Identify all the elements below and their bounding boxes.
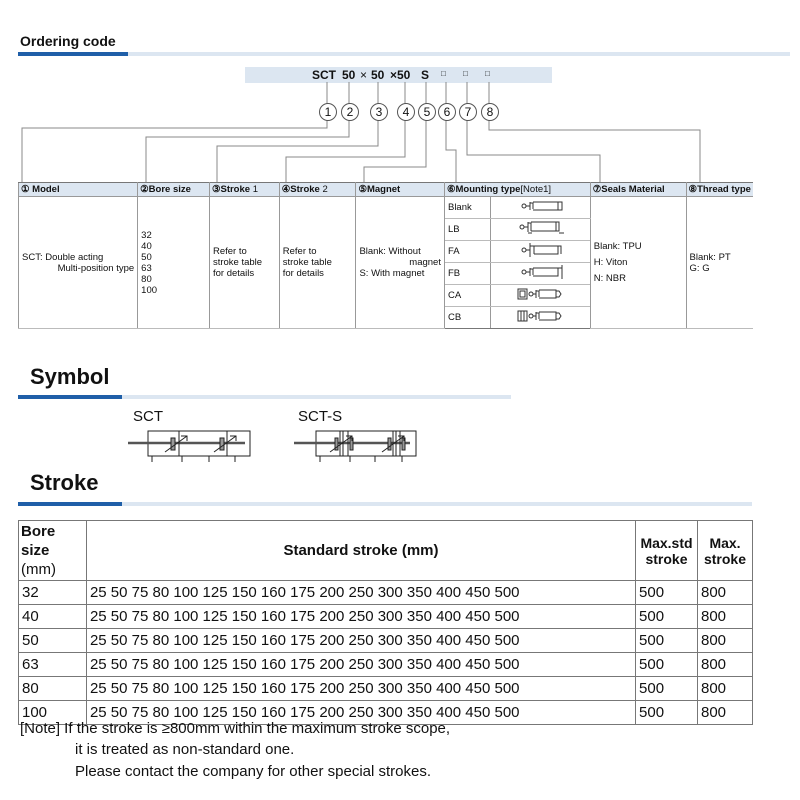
- header-standard-stroke: Standard stroke (mm): [86, 521, 635, 581]
- stroke-row: [19, 581, 753, 605]
- stroke-cell-maxstd: 500: [636, 677, 698, 701]
- stroke-cell-maxstd: 500: [636, 605, 698, 629]
- ordering-code-heading: Ordering code: [20, 33, 116, 49]
- code-number: 5: [418, 103, 436, 121]
- code-times: ×: [360, 68, 368, 82]
- stroke-row: [19, 653, 753, 677]
- mount-code: FA: [444, 241, 490, 263]
- stroke-cell-bore: 32: [19, 581, 87, 605]
- sct-s-cylinder-symbol: [290, 428, 420, 464]
- stroke-cell-max: 800: [698, 581, 753, 605]
- header-stroke2: ④Stroke 2: [279, 183, 356, 197]
- stroke-cell-std: 25 50 75 80 100 125 150 160 175 200 250 300 350 400 450 500: [86, 605, 635, 629]
- stroke-table: [18, 520, 753, 725]
- mount-code: Blank: [444, 197, 490, 219]
- stroke-cell-std: 25 50 75 80 100 125 150 160 175 200 250 300 350 400 450 500: [86, 701, 635, 725]
- magnet-cell: Blank: Without magnet S: With magnet: [356, 197, 445, 329]
- stroke-cell-max: 800: [698, 677, 753, 701]
- header-mounting: ⑥Mounting type[Note1]: [444, 183, 590, 197]
- stroke-cell-std: 25 50 75 80 100 125 150 160 175 200 250 300 350 400 450 500: [86, 653, 635, 677]
- code-magnet: S: [421, 68, 430, 82]
- code-number: 4: [397, 103, 415, 121]
- stroke-row: [19, 677, 753, 701]
- note-line: Please contact the company for other special strokes.: [75, 763, 432, 780]
- model-cell: SCT: Double acting Multi-position type: [19, 197, 138, 329]
- mount-code: FB: [444, 263, 490, 285]
- stroke-cell-bore: 80: [19, 677, 87, 701]
- stroke-cell-bore: 40: [19, 605, 87, 629]
- stroke-heading: Stroke: [30, 470, 99, 495]
- header-seals: ⑦Seals Material: [590, 183, 686, 197]
- section-divider: [18, 395, 511, 399]
- stroke-cell-std: 25 50 75 80 100 125 150 160 175 200 250 300 350 400 450 500: [86, 629, 635, 653]
- header-thread: ⑧Thread type: [686, 183, 753, 197]
- note-line: it is treated as non-standard one.: [75, 741, 295, 758]
- cylinder-basic-icon: [490, 197, 590, 219]
- stroke-cell-bore: 50: [19, 629, 87, 653]
- symbol-label-sct-s: SCT-S: [298, 408, 343, 425]
- symbol-heading: Symbol: [30, 364, 110, 389]
- sct-cylinder-symbol: [125, 428, 255, 464]
- code-number: 7: [459, 103, 477, 121]
- header-model: ① Model: [19, 183, 138, 197]
- cylinder-foot-icon: [490, 219, 590, 241]
- stroke-cell-maxstd: 500: [636, 653, 698, 677]
- code-seal-box: □: [463, 69, 468, 78]
- cylinder-double-clevis-icon: [490, 307, 590, 329]
- code-number: 8: [481, 103, 499, 121]
- code-number: 6: [438, 103, 456, 121]
- stroke-row: [19, 605, 753, 629]
- code-mount-box: □: [441, 69, 446, 78]
- stroke-cell-max: 800: [698, 629, 753, 653]
- header-stroke1: ③Stroke 1: [209, 183, 279, 197]
- cylinder-rear-flange-icon: [490, 263, 590, 285]
- cylinder-front-flange-icon: [490, 241, 590, 263]
- code-stroke2: ×50: [390, 68, 411, 82]
- code-model: SCT: [312, 68, 336, 82]
- cylinder-single-clevis-icon: [490, 285, 590, 307]
- stroke-cell-bore: 63: [19, 653, 87, 677]
- bore-cell: 32 40 50 63 80 100: [138, 197, 210, 329]
- stroke-cell-max: 800: [698, 653, 753, 677]
- stroke2-cell: Refer to stroke table for details: [279, 197, 356, 329]
- section-divider: [18, 502, 752, 506]
- stroke-row: [19, 629, 753, 653]
- stroke1-cell: Refer to stroke table for details: [209, 197, 279, 329]
- stroke-cell-std: 25 50 75 80 100 125 150 160 175 200 250 300 350 400 450 500: [86, 581, 635, 605]
- code-number: 1: [319, 103, 337, 121]
- code-number: 3: [370, 103, 388, 121]
- mount-code: CA: [444, 285, 490, 307]
- connector-lines: [0, 0, 800, 200]
- header-bore-size: Bore size (mm): [19, 521, 87, 581]
- header-max-stroke: Max. stroke: [698, 521, 753, 581]
- symbol-label-sct: SCT: [133, 408, 163, 425]
- stroke-cell-max: 800: [698, 701, 753, 725]
- mount-code: CB: [444, 307, 490, 329]
- code-number: 2: [341, 103, 359, 121]
- header-bore: ②Bore size: [138, 183, 210, 197]
- stroke-cell-std: 25 50 75 80 100 125 150 160 175 200 250 300 350 400 450 500: [86, 677, 635, 701]
- thread-cell: Blank: PT G: G: [686, 197, 753, 329]
- stroke-cell-maxstd: 500: [636, 629, 698, 653]
- seals-cell: Blank: TPU H: Viton N: NBR: [590, 197, 686, 329]
- stroke-cell-max: 800: [698, 605, 753, 629]
- code-bore: 50: [342, 68, 356, 82]
- note-line: [Note] If the stroke is ≥800mm within the maximum stroke scope,: [20, 720, 451, 737]
- mount-code: LB: [444, 219, 490, 241]
- stroke-cell-bore: 100: [19, 701, 87, 725]
- stroke-cell-maxstd: 500: [636, 581, 698, 605]
- code-thread-box: □: [485, 69, 490, 78]
- header-max-std-stroke: Max.std stroke: [636, 521, 698, 581]
- code-stroke1: 50: [371, 68, 385, 82]
- stroke-cell-maxstd: 500: [636, 701, 698, 725]
- header-magnet: ⑤Magnet: [356, 183, 445, 197]
- ordering-code-table: [18, 182, 753, 329]
